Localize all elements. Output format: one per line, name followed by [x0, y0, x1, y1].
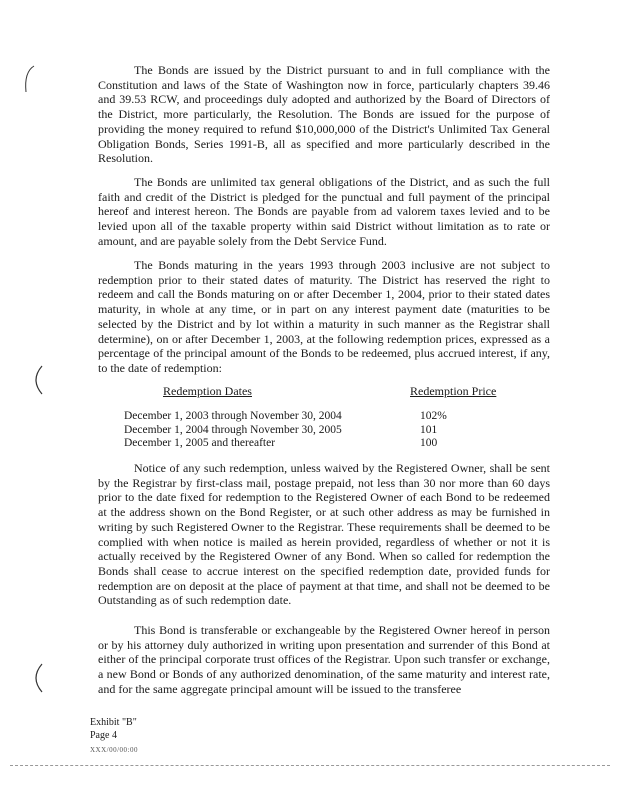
scan-edge-line [10, 765, 610, 766]
footer-page-number: Page 4 [90, 730, 117, 741]
binder-hole-mark [30, 662, 44, 699]
schedule-row [98, 410, 550, 424]
paragraph-transfer: This Bond is transferable or exchangeable by the Registered Owner hereof in person or by his attorney duly authorized in writing upon presentation and surrender of this Bond at either of the principal corporate trust offices of the Registrar. Upon such transfer or exchange, a new Bond or Bonds of any authorized denomination, of the same maturity and interest rate, and for the same aggregate principal amount will be issued to the transferee [98, 623, 550, 696]
schedule-price: 100 [420, 437, 438, 449]
schedule-price: 102% [420, 410, 447, 422]
binder-hole-mark [30, 364, 44, 401]
paragraph-notice: Notice of any such redemption, unless waived by the Registered Owner, shall be sent by the Registrar by first-class mail, postage prepaid, not less than 30 nor more than 60 days prior to the date fixed for redemption to the Registered Owner of each Bond to be redeemed at the address shown on the Bond Register, or at such other address as may be furnished in writing by such Registered Owner to the Registrar. These requirements shall be deemed to be complied with when notice is mailed as herein provided, regardless of whether or not it is actually received by the Registered Owner of any Bond. When so called for redemption the Bonds shall cease to accrue interest on the specified redemption date, provided funds for redemption are on deposit at the place of payment at that time, and shall not be deemed to be Outstanding as of such redemption date. [98, 461, 550, 608]
paragraph-redemption: The Bonds maturing in the years 1993 through 2003 inclusive are not subject to redemption prior to their stated dates of maturity. The District has reserved the right to redeem and call the Bonds maturing on or after December 1, 2004, prior to their stated dates maturity, in whole at any time, or in part on any interest payment date (maturities to be selected by the District and by lot within a maturity in such manner as the Registrar shall determine), on or after December 1, 2003, at the following redemption prices, expressed as a percentage of the principal amount of the Bonds to be redeemed, plus accrued interest, if any, to the date of redemption: [98, 258, 550, 375]
footer-exhibit: Exhibit "B" [90, 717, 137, 728]
schedule-price: 101 [420, 424, 438, 436]
schedule-dates: December 1, 2005 and thereafter [124, 437, 276, 449]
redemption-schedule-header [98, 384, 550, 400]
schedule-dates: December 1, 2003 through November 30, 2004 [124, 410, 342, 422]
footer-code: XXX/00/00:00 [90, 746, 138, 754]
column-header-dates: Redemption Dates [163, 384, 252, 398]
binder-hole-mark [22, 64, 36, 99]
schedule-row [98, 437, 550, 451]
paragraph-obligations: The Bonds are unlimited tax general obligations of the District, and as such the full faith and credit of the District is pledged for the punctual and full payment of the principal hereof and interest hereon. The Bonds are payable from ad valorem taxes levied and to be levied upon all of the taxable property within said District without limitation as to rate or amount, and are payable solely from the Debt Service Fund. [98, 175, 550, 248]
paragraph-issuance: The Bonds are issued by the District pursuant to and in full compliance with the Constitution and laws of the State of Washington now in force, particularly chapters 39.46 and 39.53 RCW, and proceedings duly adopted and authorized by the Board of Directors of the District, more particularly, the Resolution. The Bonds are issued for the purpose of providing the money required to refund $10,000,000 of the District's Unlimited Tax General Obligation Bonds, Series 1991-B, all as specified and more particularly described in the Resolution. [98, 63, 550, 166]
column-header-price: Redemption Price [410, 384, 497, 398]
schedule-row [98, 424, 550, 438]
schedule-dates: December 1, 2004 through November 30, 2005 [124, 424, 342, 436]
